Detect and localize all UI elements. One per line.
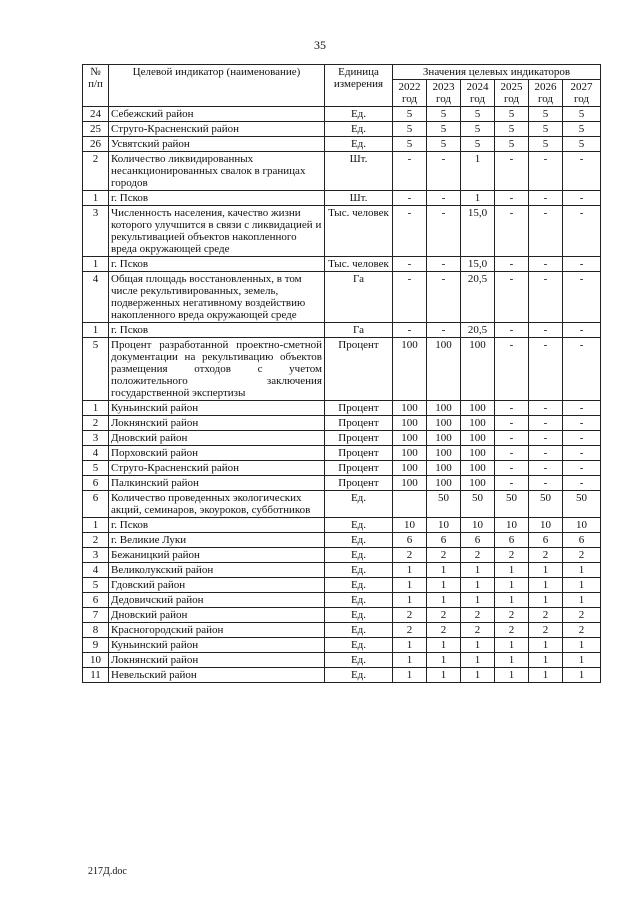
value-cell: - <box>495 323 529 338</box>
indicator-name: Струго-Красненский район <box>109 122 325 137</box>
value-cell: 100 <box>427 416 461 431</box>
value-cell: - <box>427 191 461 206</box>
page-number: 35 <box>314 38 326 52</box>
indicator-name: Количество проведенных экологических акций, семинаров, экоуроков, субботников <box>109 491 325 518</box>
table-body <box>83 107 601 683</box>
value-cell: 100 <box>461 416 495 431</box>
indicator-name: Численность населения, качество жизни которого улучшится в связи с ликвидацией и рекультивацией объектов накопленного вреда окружающей среде <box>109 206 325 257</box>
value-cell: 1 <box>427 653 461 668</box>
value-cell: - <box>529 338 563 401</box>
value-cell: 5 <box>495 137 529 152</box>
value-cell: 5 <box>529 122 563 137</box>
indicator-name: Общая площадь восстановленных, в том числе рекультивированных, земель, подверженных негативному воздействию накопленного вреда окружающей среде <box>109 272 325 323</box>
footer-doc-code: 217Д.doc <box>88 866 127 877</box>
unit-cell: Ед. <box>325 623 393 638</box>
row-number: 2 <box>83 533 109 548</box>
value-cell: 1 <box>461 668 495 683</box>
indicator-name: г. Псков <box>109 191 325 206</box>
value-cell: 100 <box>461 446 495 461</box>
value-cell: 2 <box>393 548 427 563</box>
value-cell: 1 <box>563 563 601 578</box>
table-row <box>83 122 601 137</box>
unit-cell: Ед. <box>325 137 393 152</box>
row-number: 8 <box>83 623 109 638</box>
value-cell: 1 <box>495 563 529 578</box>
value-cell: - <box>563 257 601 272</box>
unit-cell: Тыс. человек <box>325 257 393 272</box>
unit-cell: Процент <box>325 431 393 446</box>
value-cell: 100 <box>393 461 427 476</box>
indicator-name: Гдовский район <box>109 578 325 593</box>
header-year: 2025 год <box>495 80 529 107</box>
value-cell: 2 <box>427 608 461 623</box>
indicator-name: Дновский район <box>109 608 325 623</box>
table-row <box>83 578 601 593</box>
value-cell: 100 <box>427 401 461 416</box>
unit-cell: Ед. <box>325 491 393 518</box>
value-cell: - <box>427 206 461 257</box>
value-cell: - <box>495 431 529 446</box>
indicator-name: Процент разработанной проектно-сметной документации на рекультивацию объектов размещения отходов с учетом положительного заключения государственной экспертизы <box>109 338 325 401</box>
value-cell: 2 <box>495 608 529 623</box>
value-cell: - <box>495 206 529 257</box>
value-cell: 100 <box>393 338 427 401</box>
value-cell: 1 <box>563 578 601 593</box>
header-year: 2026 год <box>529 80 563 107</box>
value-cell: - <box>563 461 601 476</box>
value-cell: 100 <box>427 461 461 476</box>
value-cell: - <box>563 446 601 461</box>
row-number: 6 <box>83 491 109 518</box>
table-row <box>83 137 601 152</box>
row-number: 25 <box>83 122 109 137</box>
value-cell: - <box>563 206 601 257</box>
value-cell: 1 <box>461 578 495 593</box>
indicator-name: Порховский район <box>109 446 325 461</box>
value-cell: 5 <box>529 107 563 122</box>
value-cell: 5 <box>393 137 427 152</box>
value-cell: 1 <box>461 593 495 608</box>
value-cell: 2 <box>529 608 563 623</box>
row-number: 24 <box>83 107 109 122</box>
unit-cell: Ед. <box>325 653 393 668</box>
value-cell: - <box>427 323 461 338</box>
row-number: 4 <box>83 446 109 461</box>
value-cell: 100 <box>461 476 495 491</box>
value-cell: 5 <box>495 107 529 122</box>
value-cell: - <box>427 257 461 272</box>
row-number: 11 <box>83 668 109 683</box>
row-number: 2 <box>83 416 109 431</box>
indicator-name: Великолукский район <box>109 563 325 578</box>
header-indicator: Целевой индикатор (наименование) <box>109 65 325 107</box>
value-cell: 2 <box>427 623 461 638</box>
value-cell: 1 <box>427 593 461 608</box>
value-cell: 5 <box>427 137 461 152</box>
table-row <box>83 323 601 338</box>
table-row <box>83 653 601 668</box>
value-cell: 6 <box>393 533 427 548</box>
value-cell: 6 <box>563 533 601 548</box>
unit-cell: Шт. <box>325 191 393 206</box>
value-cell: 5 <box>461 107 495 122</box>
value-cell: 50 <box>461 491 495 518</box>
unit-cell: Ед. <box>325 548 393 563</box>
value-cell: 2 <box>393 608 427 623</box>
value-cell: 5 <box>427 122 461 137</box>
value-cell: 1 <box>563 668 601 683</box>
table-row <box>83 533 601 548</box>
indicator-name: Куньинский район <box>109 638 325 653</box>
unit-cell: Ед. <box>325 563 393 578</box>
value-cell: - <box>427 152 461 191</box>
value-cell: 10 <box>461 518 495 533</box>
table-row <box>83 257 601 272</box>
value-cell: 100 <box>461 338 495 401</box>
unit-cell: Ед. <box>325 107 393 122</box>
value-cell: 100 <box>393 401 427 416</box>
value-cell: 2 <box>393 623 427 638</box>
value-cell: 50 <box>495 491 529 518</box>
unit-cell: Процент <box>325 338 393 401</box>
unit-cell: Ед. <box>325 122 393 137</box>
table-row <box>83 608 601 623</box>
value-cell: - <box>529 476 563 491</box>
indicator-name: г. Псков <box>109 518 325 533</box>
value-cell: 6 <box>427 533 461 548</box>
row-number: 9 <box>83 638 109 653</box>
value-cell: 1 <box>529 563 563 578</box>
unit-cell: Ед. <box>325 593 393 608</box>
row-number: 4 <box>83 272 109 323</box>
value-cell: - <box>495 461 529 476</box>
value-cell: - <box>563 272 601 323</box>
value-cell: 1 <box>461 152 495 191</box>
value-cell: 10 <box>427 518 461 533</box>
table-row <box>83 668 601 683</box>
value-cell: - <box>563 416 601 431</box>
row-number: 10 <box>83 653 109 668</box>
indicator-name: Локнянский район <box>109 416 325 431</box>
value-cell: 50 <box>563 491 601 518</box>
unit-cell: Ед. <box>325 578 393 593</box>
row-number: 1 <box>83 323 109 338</box>
value-cell: 1 <box>427 563 461 578</box>
value-cell: 2 <box>461 548 495 563</box>
value-cell: 5 <box>393 107 427 122</box>
indicators-table <box>82 64 601 683</box>
table-row <box>83 272 601 323</box>
value-cell: - <box>495 416 529 431</box>
value-cell: 2 <box>563 548 601 563</box>
value-cell: 10 <box>529 518 563 533</box>
indicator-name: Красногородский район <box>109 623 325 638</box>
value-cell: 100 <box>427 446 461 461</box>
value-cell: 100 <box>393 476 427 491</box>
indicator-name: Количество ликвидированных несанкционированных свалок в границах городов <box>109 152 325 191</box>
header-values: Значения целевых индикаторов <box>393 65 601 80</box>
value-cell: 5 <box>563 107 601 122</box>
value-cell <box>393 491 427 518</box>
value-cell: 20,5 <box>461 272 495 323</box>
value-cell: 15,0 <box>461 206 495 257</box>
value-cell: 10 <box>393 518 427 533</box>
unit-cell: Ед. <box>325 638 393 653</box>
row-number: 1 <box>83 518 109 533</box>
table-row <box>83 338 601 401</box>
value-cell: 100 <box>427 338 461 401</box>
table-row <box>83 401 601 416</box>
row-number: 2 <box>83 152 109 191</box>
indicator-name: Невельский район <box>109 668 325 683</box>
value-cell: - <box>393 206 427 257</box>
value-cell: 6 <box>461 533 495 548</box>
value-cell: 2 <box>529 623 563 638</box>
value-cell: - <box>495 401 529 416</box>
table-row <box>83 431 601 446</box>
unit-cell: Процент <box>325 446 393 461</box>
value-cell: - <box>393 272 427 323</box>
value-cell: 2 <box>529 548 563 563</box>
table-row <box>83 206 601 257</box>
table-row <box>83 491 601 518</box>
value-cell: 1 <box>529 593 563 608</box>
value-cell: 5 <box>427 107 461 122</box>
value-cell: 1 <box>393 593 427 608</box>
row-number: 6 <box>83 476 109 491</box>
value-cell: 1 <box>393 668 427 683</box>
value-cell: - <box>393 152 427 191</box>
row-number: 5 <box>83 461 109 476</box>
indicator-name: Усвятский район <box>109 137 325 152</box>
value-cell: - <box>563 431 601 446</box>
unit-cell: Шт. <box>325 152 393 191</box>
value-cell: 2 <box>495 548 529 563</box>
value-cell: 2 <box>563 623 601 638</box>
value-cell: 5 <box>563 122 601 137</box>
value-cell: 100 <box>427 431 461 446</box>
value-cell: 1 <box>393 638 427 653</box>
unit-cell: Тыс. человек <box>325 206 393 257</box>
table-row <box>83 446 601 461</box>
row-number: 3 <box>83 548 109 563</box>
header-num: № п/п <box>83 65 109 107</box>
row-number: 5 <box>83 338 109 401</box>
value-cell: 1 <box>461 191 495 206</box>
value-cell: - <box>563 338 601 401</box>
value-cell: - <box>427 272 461 323</box>
value-cell: 1 <box>563 593 601 608</box>
unit-cell: Процент <box>325 416 393 431</box>
value-cell: 1 <box>529 668 563 683</box>
table-row <box>83 593 601 608</box>
value-cell: - <box>495 257 529 272</box>
value-cell: 6 <box>529 533 563 548</box>
value-cell: - <box>563 323 601 338</box>
value-cell: 1 <box>495 668 529 683</box>
header-year: 2023 год <box>427 80 461 107</box>
value-cell: 20,5 <box>461 323 495 338</box>
value-cell: 2 <box>461 608 495 623</box>
header-year: 2027 год <box>563 80 601 107</box>
row-number: 4 <box>83 563 109 578</box>
value-cell: 1 <box>529 638 563 653</box>
value-cell: - <box>529 272 563 323</box>
value-cell: 1 <box>393 653 427 668</box>
value-cell: 1 <box>461 653 495 668</box>
indicator-name: г. Псков <box>109 323 325 338</box>
value-cell: 2 <box>427 548 461 563</box>
value-cell: 5 <box>529 137 563 152</box>
value-cell: 2 <box>461 623 495 638</box>
value-cell: 1 <box>393 578 427 593</box>
header-year: 2024 год <box>461 80 495 107</box>
table-row <box>83 563 601 578</box>
row-number: 3 <box>83 206 109 257</box>
value-cell: - <box>393 323 427 338</box>
value-cell: - <box>529 431 563 446</box>
value-cell: - <box>495 272 529 323</box>
value-cell: 6 <box>495 533 529 548</box>
value-cell: 5 <box>461 122 495 137</box>
unit-cell: Ед. <box>325 533 393 548</box>
value-cell: 1 <box>461 638 495 653</box>
row-number: 1 <box>83 257 109 272</box>
value-cell: 1 <box>563 638 601 653</box>
value-cell: 1 <box>529 578 563 593</box>
value-cell: 100 <box>393 446 427 461</box>
table-row <box>83 638 601 653</box>
value-cell: 1 <box>461 563 495 578</box>
indicator-name: Бежаницкий район <box>109 548 325 563</box>
unit-cell: Ед. <box>325 668 393 683</box>
value-cell: - <box>495 191 529 206</box>
value-cell: 1 <box>563 653 601 668</box>
unit-cell: Ед. <box>325 608 393 623</box>
value-cell: 50 <box>427 491 461 518</box>
value-cell: 1 <box>495 593 529 608</box>
value-cell: - <box>495 152 529 191</box>
value-cell: - <box>529 323 563 338</box>
row-number: 26 <box>83 137 109 152</box>
indicator-name: Дновский район <box>109 431 325 446</box>
table-row <box>83 191 601 206</box>
value-cell: 5 <box>495 122 529 137</box>
unit-cell: Процент <box>325 476 393 491</box>
unit-cell: Га <box>325 272 393 323</box>
indicator-name: Куньинский район <box>109 401 325 416</box>
value-cell: - <box>529 191 563 206</box>
value-cell: 50 <box>529 491 563 518</box>
value-cell: - <box>529 152 563 191</box>
indicator-name: Дедовичский район <box>109 593 325 608</box>
value-cell: - <box>529 416 563 431</box>
value-cell: 100 <box>393 416 427 431</box>
table-row <box>83 461 601 476</box>
table-row <box>83 476 601 491</box>
value-cell: 1 <box>427 668 461 683</box>
value-cell: - <box>563 191 601 206</box>
value-cell: 1 <box>495 578 529 593</box>
value-cell: 15,0 <box>461 257 495 272</box>
table-row <box>83 152 601 191</box>
unit-cell: Ед. <box>325 518 393 533</box>
value-cell: 2 <box>495 623 529 638</box>
table-row <box>83 623 601 638</box>
value-cell: 5 <box>461 137 495 152</box>
value-cell: 100 <box>461 431 495 446</box>
value-cell: - <box>529 401 563 416</box>
row-number: 6 <box>83 593 109 608</box>
indicator-name: г. Псков <box>109 257 325 272</box>
table-row <box>83 416 601 431</box>
value-cell: 1 <box>529 653 563 668</box>
value-cell: - <box>563 401 601 416</box>
unit-cell: Процент <box>325 461 393 476</box>
value-cell: 10 <box>563 518 601 533</box>
indicator-name: Локнянский район <box>109 653 325 668</box>
value-cell: 100 <box>461 461 495 476</box>
row-number: 5 <box>83 578 109 593</box>
table-row <box>83 548 601 563</box>
value-cell: - <box>393 191 427 206</box>
value-cell: 5 <box>563 137 601 152</box>
value-cell: 1 <box>427 638 461 653</box>
value-cell: 100 <box>393 431 427 446</box>
value-cell: 1 <box>495 653 529 668</box>
value-cell: - <box>529 257 563 272</box>
value-cell: 1 <box>495 638 529 653</box>
unit-cell: Га <box>325 323 393 338</box>
value-cell: - <box>495 446 529 461</box>
row-number: 1 <box>83 191 109 206</box>
row-number: 7 <box>83 608 109 623</box>
header-row <box>83 65 601 80</box>
value-cell: - <box>563 152 601 191</box>
row-number: 1 <box>83 401 109 416</box>
value-cell: 1 <box>427 578 461 593</box>
value-cell: - <box>563 476 601 491</box>
indicator-name: г. Великие Луки <box>109 533 325 548</box>
unit-cell: Процент <box>325 401 393 416</box>
value-cell: 100 <box>461 401 495 416</box>
value-cell: 100 <box>427 476 461 491</box>
value-cell: 5 <box>393 122 427 137</box>
value-cell: 1 <box>393 563 427 578</box>
value-cell: - <box>529 461 563 476</box>
value-cell: - <box>393 257 427 272</box>
value-cell: 2 <box>563 608 601 623</box>
value-cell: - <box>529 206 563 257</box>
indicator-name: Струго-Красненский район <box>109 461 325 476</box>
value-cell: - <box>495 476 529 491</box>
indicator-name: Палкинский район <box>109 476 325 491</box>
value-cell: - <box>495 338 529 401</box>
header-unit: Единица измерения <box>325 65 393 107</box>
table-row <box>83 107 601 122</box>
value-cell: - <box>529 446 563 461</box>
indicator-name: Себежский район <box>109 107 325 122</box>
table-row <box>83 518 601 533</box>
row-number: 3 <box>83 431 109 446</box>
value-cell: 10 <box>495 518 529 533</box>
header-year: 2022 год <box>393 80 427 107</box>
